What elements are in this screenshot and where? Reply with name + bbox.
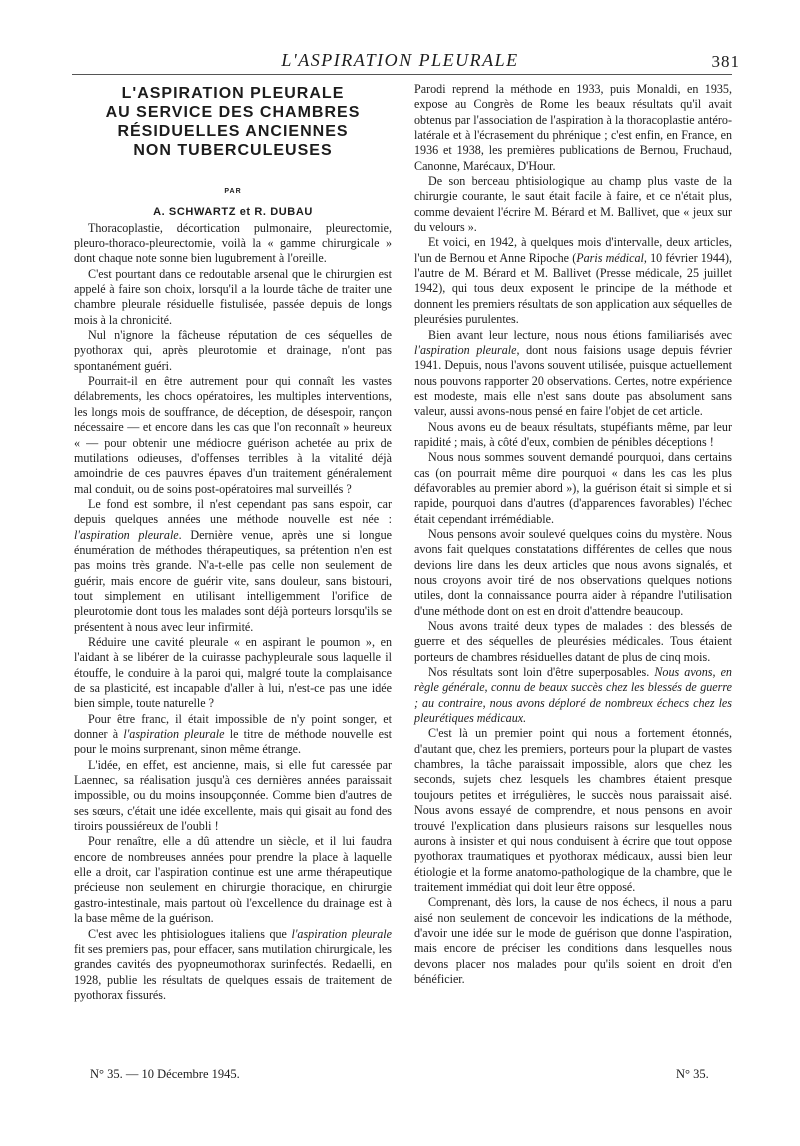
title-line: NON TUBERCULEUSES bbox=[133, 142, 333, 159]
emphasis: l'aspiration pleurale bbox=[414, 342, 517, 357]
paragraph: De son berceau phtisiologique au champ plus vaste de la chirurgie courante, le saut était facile à faire, et ce n'était plus, comme devaient l'écrire M. Bérard et M. Ballivet, que « jeux sur du velours ». bbox=[414, 174, 732, 235]
right-column bbox=[414, 82, 732, 987]
emphasis: Nous avons, en règle générale, connu de beaux succès chez les blessés de guerre ; au contraire, nous avons déploré de nombreux échecs chez les pleurétiques médicaux. bbox=[414, 665, 732, 726]
emphasis: l'aspiration pleurale bbox=[291, 926, 392, 941]
paragraph: Nous nous sommes souvent demandé pourquoi, dans certains cas (on pourrait même dire pourquoi « dans les cas les plus défavorables au premier abord »), la guérison était si simple et si rapide, pourquoi dans d'autres (d'apparences favorables) l'échec était cependant irrémédiable. bbox=[414, 450, 732, 526]
emphasis: Paris médical bbox=[576, 250, 644, 265]
title-line: RÉSIDUELLES ANCIENNES bbox=[117, 123, 349, 140]
paragraph: C'est là un premier point qui nous a fortement étonnés, d'autant que, chez les premiers, porteurs pour la plupart de vastes chambres, la tâche paraissait impossible, alors que chez les seconds, sujets chez lesquels les chambres étaient presque toujours petites et irrégulières, le succès nous paraissait aisé. Nous avons essayé de comprendre, et nous pensons en avoir trouvé l'explication dans plusieurs raisons sur lesquelles nous aurons à insister et qui nous conduisent à écrire que tout oppose pyothorax traumatiques et pyothorax médicaux, aussi bien leur étiologie et la forme anatomo-pathologique de la chambre, que le traitement immédiat qui doit leur être opposé. bbox=[414, 726, 732, 894]
authors: A. SCHWARTZ et R. DUBAU bbox=[153, 206, 313, 219]
emphasis: l'aspiration pleurale bbox=[74, 527, 179, 542]
footer-issue-number: N° 35. bbox=[676, 1067, 709, 1081]
left-column bbox=[74, 82, 392, 1003]
paragraph: Nous avons eu de beaux résultats, stupéfiants même, par leur rapidité ; mais, à côté d'eux, combien de pénibles déceptions ! bbox=[414, 419, 732, 449]
running-head: L'ASPIRATION PLEURALE bbox=[281, 50, 519, 70]
paragraph: Nul n'ignore la fâcheuse réputation de ces séquelles de pyothorax qui, après pleurotomie et drainage, n'ont pas spontanément guéri. bbox=[74, 328, 392, 373]
paragraph: Pourrait-il en être autrement pour qui connaît les vastes délabrements, les chocs opératoires, les multiples interventions, les longs mois de souffrance, de déception, de désespoir, rançon nécessaire — et encore dans les cas que l'on reconnaît » heureux « — pour obtenir une médiocre guérison achetée au prix de mutilations odieuses, d'offenses terribles à la vitalité déjà amoindrie de ces pauvres épaves d'un traitement généralement mal conduit, ou de soins post-opératoires mal surveillés ? bbox=[74, 374, 392, 496]
article-title bbox=[74, 84, 392, 160]
paragraph: Pour renaître, elle a dû attendre un siècle, et il lui faudra encore de nombreuses années pour prendre la place à laquelle elle a droit, car l'aspiration continue est une arme thérapeutique précieuse non seulement en chirurgie thoracique, en chirurgie gastro-intestinale, mais partout où l'excellence du drainage est à la base même de la guérison. bbox=[74, 834, 392, 926]
paragraph: Pour être franc, il était impossible de n'y point songer, et donner à l'aspiration pleurale le titre de méthode nouvelle est pour le moins surprenant, sinon même étrange. bbox=[74, 711, 393, 757]
paragraph: L'idée, en effet, est ancienne, mais, si elle fut caressée par Laennec, sa réalisation jusqu'à ces dernières années paraissait impossible, ou du moins insoupçonnée. Comme bien d'autres de ses sœurs, c'était une idée excellente, mais qui gisait au fond des tiroirs poussiéreux de l'oubli ! bbox=[74, 757, 392, 834]
paragraph: Nous avons traité deux types de malades : des blessés de guerre et des séquelles de pleurésies médicales. Tous étaient porteurs de chambres résiduelles datant de plus de cinq mois. bbox=[414, 619, 732, 664]
page-number: 381 bbox=[711, 52, 740, 71]
byline-par: PAR bbox=[224, 188, 242, 195]
paragraph: Et voici, en 1942, à quelques mois d'intervalle, deux articles, l'un de Bernou et Anne Ripoche (Paris médical, 10 février 1944), l'autre de M. Bérard et M. Ballivet (Presse médicale, 25 juillet 1942), qui tous deux exposent le principe de la méthode et donnent les premiers résultats de son application aux séquelles de pleurésies purulentes. bbox=[414, 235, 733, 327]
paragraph: Nos résultats sont loin d'être superposables. Nous avons, en règle générale, connu de beaux succès chez les blessés de guerre ; au contraire, nous avons déploré de nombreux échecs chez les pleurétiques médicaux. bbox=[414, 665, 732, 726]
paragraph: Bien avant leur lecture, nous nous étions familiarisés avec l'aspiration pleurale, dont nous faisions usage depuis février 1941. Depuis, nous l'avons souvent utilisée, puisque actuellement nous pouvons rapporter 20 observations. Certes, notre expérience est modeste, mais elle n'est sans doute pas absolument sans valeur, aussi avons-nous pensé en faire l'objet de cet article. bbox=[414, 327, 733, 419]
paragraph: C'est pourtant dans ce redoutable arsenal que le chirurgien est appelé à faire son choix, lorsqu'il a la lourde tâche de traiter une chambre pleurale résiduelle fistulisée, passée depuis de longs mois à la chronicité. bbox=[74, 266, 392, 327]
emphasis: l'aspiration pleurale bbox=[123, 727, 225, 742]
paragraph: C'est avec les phtisiologues italiens que l'aspiration pleurale fit ses premiers pas, pour effacer, sans mutilation chirurgicale, les grandes cavités des pyopneumothorax surinfectés. Redaelli, en 1928, publie les résultats de quelques essais de traitement de pyothorax fissurés. bbox=[74, 926, 392, 1002]
title-line: L'ASPIRATION PLEURALE bbox=[121, 85, 345, 102]
title-line: AU SERVICE DES CHAMBRES bbox=[105, 104, 361, 121]
paragraph: Le fond est sombre, il n'est cependant pas sans espoir, car depuis quelques années une méthode nouvelle est née : l'aspiration pleurale. Dernière venue, après une si longue énumération de méthodes thérapeutiques, sa prétention n'en est pas moins très grande. N'a-t-elle pas celle non seulement de guérir, mais encore de guérir vite, sans douleur, sans bistouri, tout simplement en utilisant intelligemment l'orifice de pleurotomie dont tous les malades sont déjà porteurs lorsqu'ils se présentent à nous avec leur infirmité. bbox=[74, 496, 392, 634]
paragraph: Thoracoplastie, décortication pulmonaire, pleurectomie, pleuro-thoraco-pleurectomie, voilà la « gamme chirurgicale » dont chaque note sonne bien lugubrement à l'oreille. bbox=[74, 220, 392, 266]
paragraph: Nous pensons avoir soulevé quelques coins du mystère. Nous avons fait quelques constatations différentes de celles que nous devions lire dans les deux articles que nous avons signalés, et nous croyons avoir tiré de nos observations quelques notions utiles, dont la connaissance pourra aider à répandre l'utilisation d'une méthode dont on est en droit d'attendre beaucoup. bbox=[414, 526, 732, 618]
footer-issue-date: N° 35. — 10 Décembre 1945. bbox=[90, 1067, 240, 1081]
paragraph: Comprenant, dès lors, la cause de nos échecs, il nous a paru aisé non seulement de concevoir les indications de la méthode, d'avoir une idée sur le mode de guérison que donne l'aspiration, mais encore de préciser les conditions dans lesquelles nous devons placer nos malades pour qu'ils soient en droit d'en bénéficier. bbox=[414, 895, 732, 986]
paragraph: Réduire une cavité pleurale « en aspirant le poumon », en l'aidant à se libérer de la cuirasse pachypleurale sous laquelle il étouffe, le conduire à la paroi qui, malgré toute la complaisance de sa plasticité, est incapable d'aller à lui, n'est-ce pas une idée bien simple, toute naturelle ? bbox=[74, 634, 392, 711]
paragraph: Parodi reprend la méthode en 1933, puis Monaldi, en 1935, expose au Congrès de Rome les beaux résultats qu'il avait obtenus par l'association de l'aspiration à la thoracoplastie antéro-latérale et à l'écrasement du phrénique ; c'est enfin, en France, en 1936 et 1938, les premières publications de Bernou, Fruchaud, Canonne, Marécaux, D'Hour. bbox=[414, 82, 732, 173]
header-rule bbox=[72, 74, 732, 75]
